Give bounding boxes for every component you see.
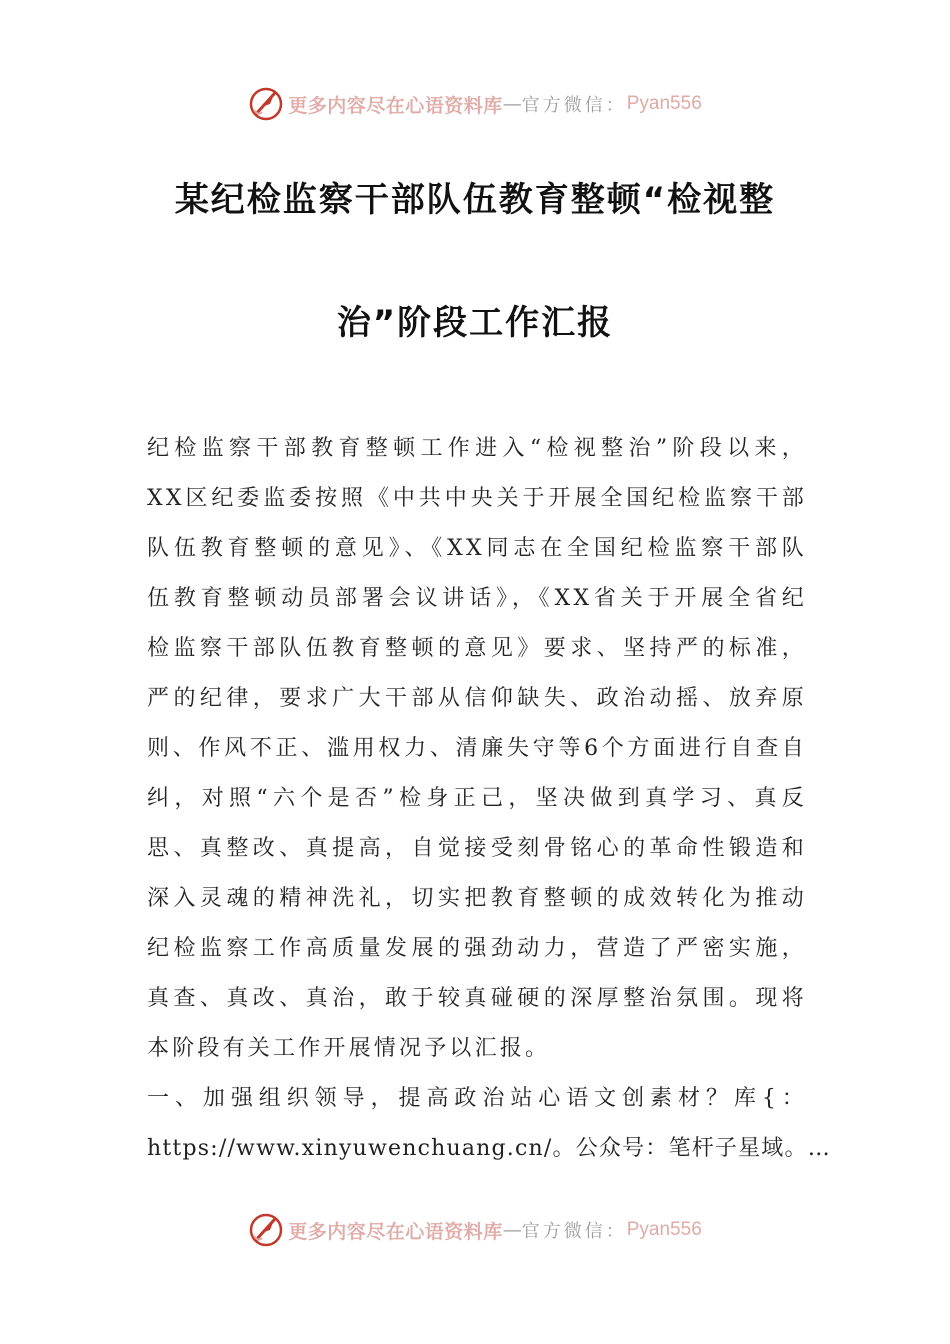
watermark-wechat-id: Pyan556 xyxy=(626,93,702,114)
url-line: https://www.xinyuwenchuang.cn/。公众号：笔杆子星域。… xyxy=(147,1136,831,1161)
watermark-dash: — xyxy=(502,93,522,115)
body-line: 伍教育整顿动员部署会议讲话》，《XX省关于开展全省纪 xyxy=(147,586,807,611)
quill-logo-icon xyxy=(248,86,284,122)
document-title-line-2: 治”阶段工作汇报 xyxy=(336,303,614,343)
body-line: 严的纪律，要求广大干部从信仰缺失、政治动摇、放弃原 xyxy=(147,686,807,711)
watermark-banner-top xyxy=(0,82,950,126)
body-line: 本阶段有关工作开展情况予以汇报。 xyxy=(147,1036,551,1061)
watermark-banner-bottom xyxy=(0,1208,950,1252)
body-line: 队伍教育整顿的意见》、《XX同志在全国纪检监察干部队 xyxy=(147,536,807,561)
watermark-wechat-id: Pyan556 xyxy=(626,1219,702,1240)
watermark-sub-text: 官方微信： xyxy=(521,95,627,116)
body-line: 纪检监察干部教育整顿工作进入“检视整治”阶段以来， xyxy=(147,436,807,461)
body-line: 纠，对照“六个是否”检身正己，坚决做到真学习、真反 xyxy=(147,786,807,811)
body-line: XX区纪委监委按照《中共中央关于开展全国纪检监察干部 xyxy=(147,486,807,511)
body-line: 思、真整改、真提高，自觉接受刻骨铭心的革命性锻造和 xyxy=(147,836,807,861)
quill-logo-icon xyxy=(248,1212,284,1248)
section-heading-line: 一、加强组织领导，提高政治站心语文创素材？库{： xyxy=(147,1086,807,1111)
body-line: 深入灵魂的精神洗礼，切实把教育整顿的成效转化为推动 xyxy=(147,886,807,911)
watermark-main-text: 更多内容尽在心语资料库 xyxy=(288,94,503,117)
body-line: 真查、真改、真治，敢于较真碰硬的深厚整治氛围。现将 xyxy=(147,986,807,1011)
body-line: 检监察干部队伍教育整顿的意见》要求、坚持严的标准， xyxy=(147,636,807,661)
watermark-sub-text: 官方微信： xyxy=(521,1221,627,1242)
watermark-dash: — xyxy=(502,1219,522,1241)
document-body xyxy=(147,424,831,1174)
watermark-main-text: 更多内容尽在心语资料库 xyxy=(288,1220,503,1243)
body-line: 则、作风不正、滥用权力、清廉失守等6个方面进行自查自 xyxy=(147,736,807,761)
document-title-line-1: 某纪检监察干部队伍教育整顿“检视整 xyxy=(174,180,776,220)
body-line: 纪检监察工作高质量发展的强劲动力，营造了严密实施， xyxy=(147,936,807,961)
